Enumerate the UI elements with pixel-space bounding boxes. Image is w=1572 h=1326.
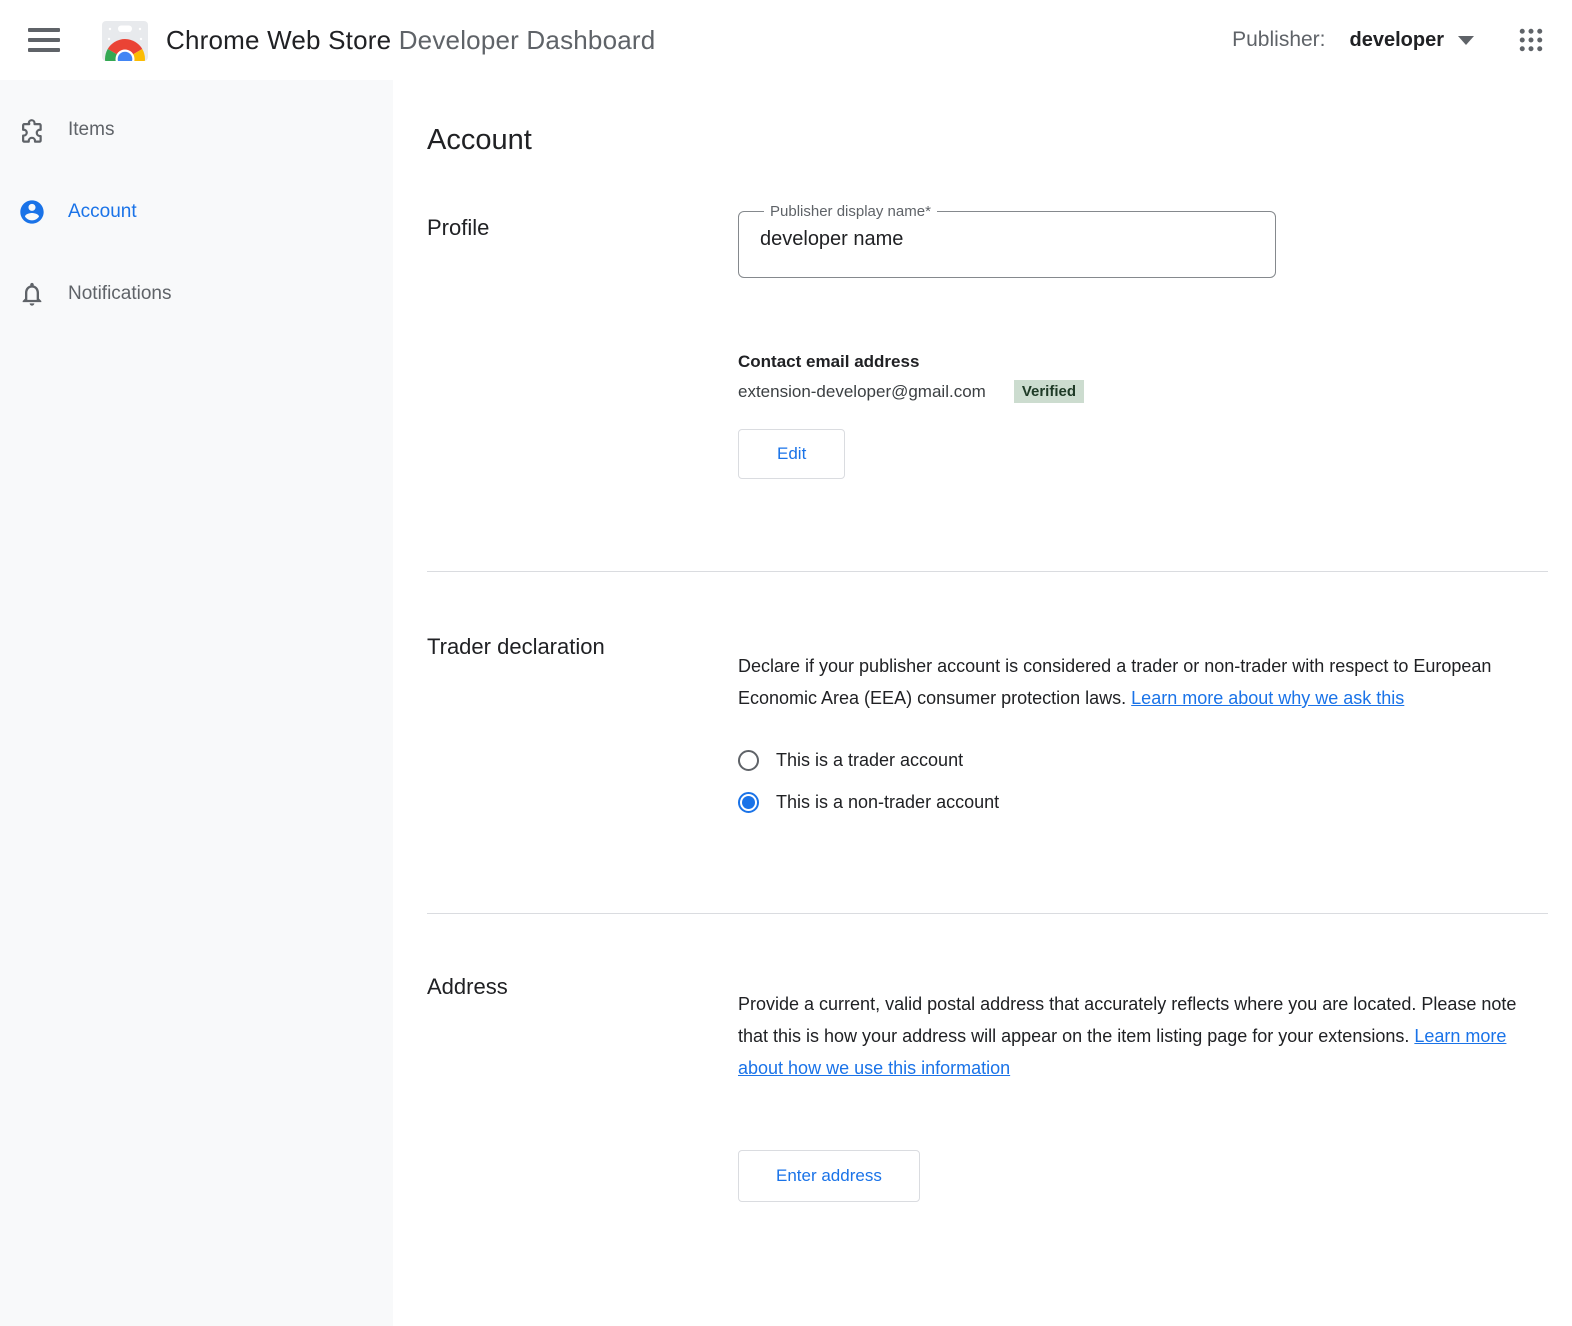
radio-trader-account[interactable] xyxy=(738,750,1548,771)
radio-unselected-icon[interactable] xyxy=(738,750,759,771)
publisher-dropdown[interactable] xyxy=(1350,29,1474,52)
apps-grid-icon[interactable] xyxy=(1516,25,1546,55)
sidebar-item-notifications[interactable] xyxy=(0,268,393,320)
radio-selected-icon[interactable] xyxy=(738,792,759,813)
verified-badge: Verified xyxy=(1014,380,1084,403)
publisher-name[interactable]: developer xyxy=(1349,28,1444,51)
publisher-label: Publisher: xyxy=(1232,28,1326,51)
sidebar-item-items[interactable] xyxy=(0,104,393,156)
page-title: Account xyxy=(427,124,532,156)
hamburger-menu-icon[interactable] xyxy=(28,28,60,52)
main-content xyxy=(393,80,1572,1326)
profile-section xyxy=(427,203,1548,571)
publisher-display-name-input[interactable] xyxy=(758,220,1257,277)
trader-learn-more-link[interactable]: Learn more about why we ask this xyxy=(1131,688,1405,708)
chrome-web-store-logo xyxy=(100,17,150,63)
address-learn-more-link[interactable]: Learn more about how we use this information xyxy=(738,1026,1507,1078)
profile-section-title: Profile xyxy=(427,215,490,240)
contact-email-label: Contact email address xyxy=(738,352,920,371)
address-description-text: Provide a current, valid postal address that accurately reflects where you are located. Please note that this is how your address will appear on the item listing page for your extensions. xyxy=(738,994,1517,1046)
app-title-primary: Chrome Web Store xyxy=(166,24,392,55)
trader-declaration-section xyxy=(427,572,1548,913)
contact-email-value: extension-developer@gmail.com xyxy=(738,381,986,401)
app-title xyxy=(166,25,655,56)
address-description xyxy=(738,988,1548,1084)
radio-label: This is a trader account xyxy=(776,750,964,770)
top-header xyxy=(0,0,1572,80)
radio-label: This is a non-trader account xyxy=(776,792,1000,812)
caret-down-icon xyxy=(1458,36,1474,45)
sidebar-item-label: Account xyxy=(68,201,137,222)
sidebar-item-label: Notifications xyxy=(68,283,172,304)
publisher-display-name-field xyxy=(738,203,1276,278)
trader-section-title: Trader declaration xyxy=(427,634,605,659)
publisher-display-name-label: Publisher display name* xyxy=(770,203,931,220)
address-section-title: Address xyxy=(427,974,508,999)
address-section xyxy=(427,914,1548,1202)
radio-non-trader-account[interactable] xyxy=(738,792,1548,813)
sidebar-item-account[interactable] xyxy=(0,186,393,238)
trader-description-text: Declare if your publisher account is considered a trader or non-trader with respect to European Economic Area (EEA) consumer protection laws. xyxy=(738,656,1492,708)
bell-icon xyxy=(18,280,46,308)
app-title-secondary: Developer Dashboard xyxy=(398,24,656,55)
person-icon xyxy=(18,198,46,226)
trader-description xyxy=(738,650,1500,714)
sidebar-item-label: Items xyxy=(68,119,115,140)
edit-email-button[interactable]: Edit xyxy=(738,429,845,479)
sidebar xyxy=(0,80,393,1326)
enter-address-button[interactable]: Enter address xyxy=(738,1150,920,1202)
puzzle-icon xyxy=(18,116,46,144)
trader-radio-group xyxy=(738,750,1548,813)
